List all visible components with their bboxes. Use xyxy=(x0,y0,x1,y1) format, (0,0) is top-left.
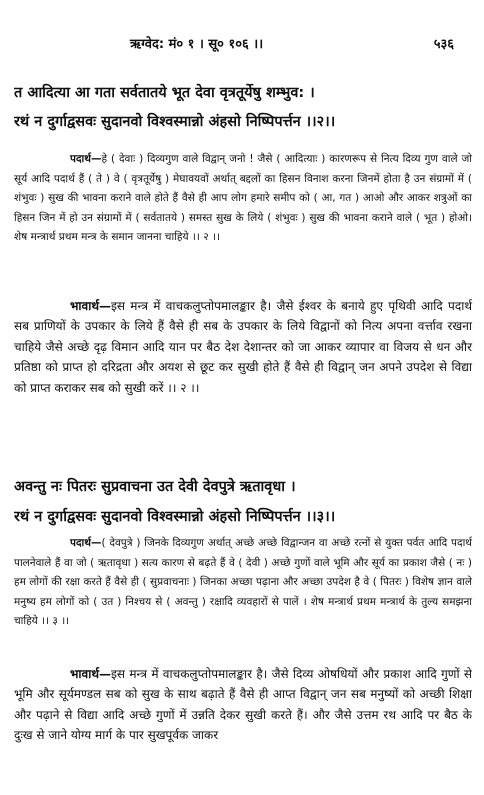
padartha-2 xyxy=(14,150,472,288)
page-header xyxy=(0,34,484,56)
padartha-text: ( देवपुत्रे ) जिनके दिव्यगुण अर्थात् अच्छे अच्छे विद्वान्जन वा अच्छे रत्नों से युक्त पर्वत आदि पदार्थ पालनेवाले हैं वा जो ( ऋतावृधा ) सत्य कारण से बढ़ते हैं वे ( देवी ) अच्छे गुणों वाले भूमि और सूर्य का प्रकाश जैसे ( नः ) हम लोगों की रक्षा करते हैं वैसे ही ( सुप्रवाचनाः ) जिनका अच्छा पढ़ाना और अच्छा उपदेश है वे ( पितरः ) विशेष ज्ञान वाले मनुष्य हम लोगों को ( उत ) निश्चय से ( अवन्तु ) रक्षादि व्यवहारों से पालें । शेष मन्त्रार्थ प्रथम मन्त्रार्थ के तुल्य समझना चाहिये ।। ३ ।। xyxy=(14,537,472,628)
padartha-text: हे ( देवाः ) दिव्यगुण वाले विद्वान् जनो ! जैसे ( आदित्याः ) कारणरूप से नित्य दिव्य गुण वाले जो सूर्य आदि पदार्थ हैं ( ते ) वे ( वृत्रतूर्येषु ) मेघावयवों अर्थात् बद्दलों का हिसन विनाश करना जिनमें होता है उन संग्रामों में ( शंभुवः ) सुख की भावना कराने वाले होते हैं वैसे ही आप लोग हमारे समीप को ( आ, गत ) आओ और आकर शत्रुओं का हिसन जिन में हो उन संग्रामों में ( सर्वतातये ) समस्त सुख के लिये ( शंभुवः ) सुख की भावना कराने वाले ( भूत ) होओ। शेष मन्त्रार्थ प्रथम मन्त्र के समान जानना चाहिये ।। २ ।। xyxy=(14,153,472,244)
mantra-3-line-2: रथं न दुर्गाद्वसवः सुदानवो विश्वस्मान्नो अंहसो निष्पिपर्त्तन ।।३।। xyxy=(14,509,336,525)
running-title: ऋग्वेद: मं० १ । सू० १०६ ।। xyxy=(130,37,264,52)
bhavartha-label: भावार्थ— xyxy=(70,299,111,313)
bhavartha-label: भावार्थ— xyxy=(70,667,111,681)
bhavartha-text: इस मन्त्र में वाचकलुप्तोपमालङ्कार है। जैसे दिव्य ओषधियों और प्रकाश आदि गुणों से भूमि और सूर्यमण्डल सब को सुख के साथ बढ़ाते हैं वैसे ही आप्त विद्वान् जन सब मनुष्यों को अच्छी शिक्षा और पढ़ाने से विद्या आदि अच्छे गुणों में उन्नति देकर सुखी करते हैं। और जैसे उत्तम रथ आदि पर बैठ के दुःख से जाने योग्य मार्ग के पार सुखपूर्वक जाकर xyxy=(14,667,472,743)
mantra-2-line-1: त आदित्या आ गता सर्वतातये भूत देवा वृत्रतूर्येषु शम्भुव: । xyxy=(14,85,315,101)
padartha-3 xyxy=(14,534,472,662)
padartha-label: पदार्थ— xyxy=(70,153,102,165)
mantra-2-line-2: रथं न दुर्गाद्वसवः सुदानवो विश्वस्मान्नो अंहसो निष्पिपर्त्तन ।।२।। xyxy=(14,114,336,130)
mantra-3-line-1: अवन्तु नः पितरः सुप्रवाचना उत देवी देवपुत्रे ऋतावृधा । xyxy=(14,479,296,495)
page-number: ५३६ xyxy=(433,37,454,52)
bhavartha-2 xyxy=(14,296,472,460)
padartha-label: पदार्थ— xyxy=(70,537,102,549)
bhavartha-3 xyxy=(14,664,472,790)
bhavartha-text: इस मन्त्र में वाचकलुप्तोपमालङ्कार है। जैसे ईश्वर के बनाये हुए पृथिवी आदि पदार्थ सब प्राणियों के उपकार के लिये हैं वैसे ही सब के उपकार के लिये विद्वानों को नित्य अपना वर्त्ताव रखना चाहिये जैसे अच्छे दृढ़ विमान आदि यान पर बैठ देश देशान्तर को जा आकर व्यापार वा विजय से धन और प्रतिष्ठा को प्राप्त हो दरिद्रता और अयश से छूट कर सुखी होते हैं वैसे ही विद्वान् जन अपने उपदेश से विद्या को प्राप्त कराकर सब को सुखी करें ।। २ ।। xyxy=(14,299,472,395)
